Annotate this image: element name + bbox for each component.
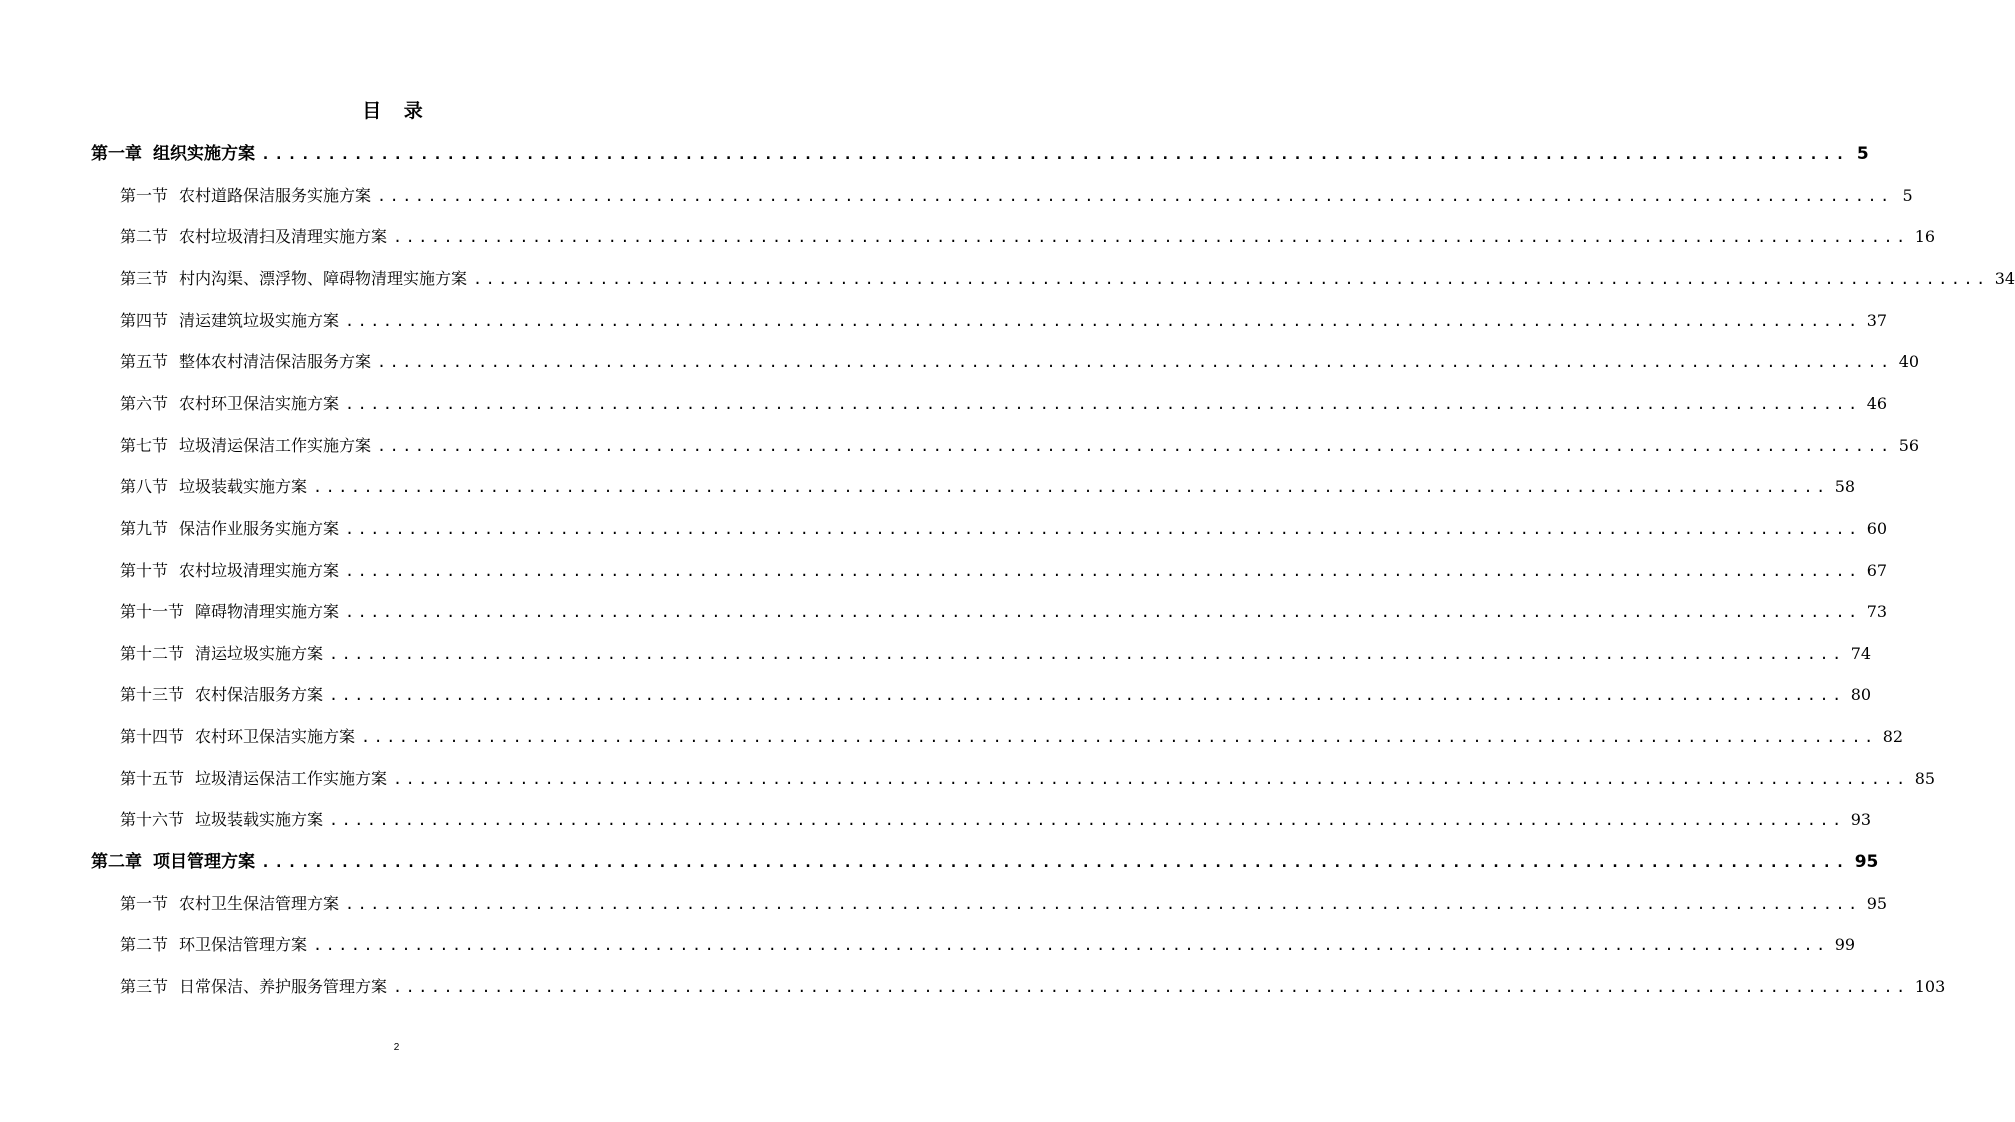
toc-entry-title: 垃圾装载实施方案 bbox=[179, 477, 308, 497]
toc-entry-label bbox=[120, 891, 339, 917]
toc-entry-title: 垃圾装载实施方案 bbox=[195, 810, 324, 830]
toc-section-entry[interactable] bbox=[120, 641, 1872, 667]
toc-entry-number: 第四节 bbox=[120, 310, 169, 330]
toc-entry-label bbox=[120, 766, 387, 792]
toc-entry-label bbox=[91, 141, 255, 167]
toc-entry-title: 障碍物清理实施方案 bbox=[195, 602, 340, 622]
toc-entry-title: 日常保洁、养护服务管理方案 bbox=[179, 977, 388, 996]
toc-entry-page: 80 bbox=[1850, 685, 1872, 705]
toc-entry-label bbox=[120, 974, 387, 1000]
toc-entry-number: 第十五节 bbox=[120, 768, 185, 788]
toc-entry-label bbox=[120, 474, 307, 500]
toc-dot-leader: ........................................................................................................................ bbox=[345, 311, 1861, 330]
toc-entry-title: 村内沟渠、漂浮物、障碍物清理实施方案 bbox=[179, 268, 468, 288]
toc-dot-leader: ........................................................................................................................ bbox=[329, 811, 1845, 830]
toc-entry-page: 73 bbox=[1866, 602, 1888, 622]
toc-dot-leader: ........................................................................................................................ bbox=[361, 728, 1877, 747]
toc-entry-title: 环卫保洁管理方案 bbox=[179, 935, 308, 955]
toc-section-entry[interactable] bbox=[120, 391, 1888, 417]
toc-chapter-entry[interactable] bbox=[91, 141, 1869, 167]
toc-entry-title: 农村垃圾清扫及清理实施方案 bbox=[179, 227, 388, 247]
toc-dot-leader: ........................................................................................................................ bbox=[377, 436, 1893, 455]
toc-entry-label bbox=[120, 932, 307, 958]
toc-entry-label bbox=[120, 724, 355, 750]
toc-entry-label bbox=[91, 849, 255, 875]
toc-entry-title: 组织实施方案 bbox=[153, 144, 255, 164]
toc-section-entry[interactable] bbox=[120, 433, 1920, 459]
toc-entry-number: 第十三节 bbox=[120, 685, 185, 705]
toc-dot-leader: ........................................................................................................................ bbox=[377, 186, 1893, 205]
toc-dot-leader: ........................................................................................................................ bbox=[393, 978, 1909, 996]
toc-entry-label bbox=[120, 516, 339, 542]
toc-section-entry[interactable] bbox=[120, 266, 2015, 292]
toc-section-entry[interactable] bbox=[120, 891, 1888, 917]
toc-entry-label bbox=[120, 682, 323, 708]
toc-entry-page: 60 bbox=[1866, 518, 1888, 538]
toc-entry-title: 垃圾清运保洁工作实施方案 bbox=[179, 435, 372, 455]
toc-entry-number: 第五节 bbox=[120, 352, 169, 372]
toc-dot-leader: ........................................................................................................................ bbox=[377, 353, 1893, 372]
toc-entry-number: 第十一节 bbox=[120, 602, 185, 622]
toc-entry-title: 农村道路保洁服务实施方案 bbox=[179, 185, 372, 205]
toc-entry-page: 67 bbox=[1866, 560, 1888, 580]
toc-section-entry[interactable] bbox=[120, 682, 1872, 708]
toc-entry-title: 农村保洁服务方案 bbox=[195, 685, 324, 705]
toc-dot-leader: ........................................................................................................................ bbox=[329, 644, 1845, 663]
toc-entry-page: 85 bbox=[1914, 768, 1936, 788]
toc-entry-page: 82 bbox=[1882, 727, 1904, 747]
toc-section-entry[interactable] bbox=[120, 807, 1872, 833]
toc-entry-page: 40 bbox=[1898, 352, 1920, 372]
toc-entry-title: 垃圾清运保洁工作实施方案 bbox=[195, 768, 388, 788]
toc-entry-title: 清运垃圾实施方案 bbox=[195, 643, 324, 663]
toc-entry-page: 34 bbox=[1994, 268, 2015, 288]
toc-entry-label bbox=[120, 641, 323, 667]
toc-entry-title: 农村环卫保洁实施方案 bbox=[179, 393, 340, 413]
toc-section-entry[interactable] bbox=[120, 516, 1888, 542]
toc-title: 目 录 bbox=[362, 100, 431, 122]
toc-entry-page: 5 bbox=[1902, 185, 1913, 205]
toc-dot-leader: ........................................................................................................................ bbox=[345, 561, 1861, 580]
toc-entry-title: 清运建筑垃圾实施方案 bbox=[179, 310, 340, 330]
toc-entry-label bbox=[120, 183, 371, 209]
toc-entry-page: 93 bbox=[1850, 810, 1872, 830]
toc-entry-page: 56 bbox=[1898, 435, 1920, 455]
toc-section-entry[interactable] bbox=[120, 766, 1936, 792]
toc-entry-label bbox=[120, 224, 387, 250]
toc-dot-leader: ........................................................................................................................ bbox=[393, 228, 1909, 247]
toc-dot-leader: ........................................................................................................................ bbox=[345, 519, 1861, 538]
toc-dot-leader: ........................................................................................................................ bbox=[313, 478, 1829, 497]
page-number: 2 bbox=[393, 1042, 400, 1053]
toc-section-entry[interactable] bbox=[120, 599, 1888, 625]
toc-dot-leader: ........................................................................................................................ bbox=[345, 394, 1861, 413]
toc-entry-number: 第一章 bbox=[91, 144, 142, 164]
toc-section-entry[interactable] bbox=[120, 558, 1888, 584]
toc-dot-leader: ........................................................................................................................ bbox=[261, 145, 1849, 163]
toc-entry-page: 46 bbox=[1866, 393, 1888, 413]
toc-section-entry[interactable] bbox=[120, 183, 1913, 209]
toc-entry-number: 第十二节 bbox=[120, 643, 185, 663]
toc-dot-leader: ........................................................................................................................ bbox=[473, 269, 1989, 288]
toc-entry-page: 103 bbox=[1914, 977, 1946, 996]
toc-section-entry[interactable] bbox=[120, 932, 1856, 958]
toc-entry-page: 74 bbox=[1850, 643, 1872, 663]
toc-entry-number: 第二章 bbox=[91, 852, 142, 873]
toc-entry-number: 第三节 bbox=[120, 977, 169, 996]
toc-entry-label bbox=[120, 391, 339, 417]
toc-entry-label bbox=[120, 266, 467, 292]
toc-entry-title: 农村卫生保洁管理方案 bbox=[179, 893, 340, 913]
toc-entry-label bbox=[120, 558, 339, 584]
toc-entry-label bbox=[120, 308, 339, 334]
toc-dot-leader: ........................................................................................................................ bbox=[345, 603, 1861, 622]
toc-entry-page: 16 bbox=[1914, 227, 1936, 247]
toc-entry-number: 第十六节 bbox=[120, 810, 185, 830]
toc-entry-title: 项目管理方案 bbox=[153, 852, 255, 873]
toc-entry-number: 第二节 bbox=[120, 935, 169, 955]
toc-entry-number: 第三节 bbox=[120, 268, 169, 288]
toc-section-entry[interactable] bbox=[120, 308, 1888, 334]
toc-entry-number: 第七节 bbox=[120, 435, 169, 455]
toc-entry-page: 95 bbox=[1854, 852, 1879, 873]
toc-entry-title: 保洁作业服务实施方案 bbox=[179, 518, 340, 538]
toc-entry-title: 农村垃圾清理实施方案 bbox=[179, 560, 340, 580]
toc-entry-number: 第二节 bbox=[120, 227, 169, 247]
toc-entry-number: 第六节 bbox=[120, 393, 169, 413]
toc-entry-label bbox=[120, 807, 323, 833]
toc-entry-page: 5 bbox=[1856, 144, 1869, 164]
toc-dot-leader: ........................................................................................................................ bbox=[329, 686, 1845, 705]
toc-entry-page: 37 bbox=[1866, 310, 1888, 330]
toc-section-entry[interactable] bbox=[120, 349, 1920, 375]
toc-dot-leader: ........................................................................................................................ bbox=[345, 894, 1861, 913]
toc-entry-page: 95 bbox=[1866, 893, 1888, 913]
toc-section-entry[interactable] bbox=[120, 474, 1856, 500]
toc-entry-label bbox=[120, 433, 371, 459]
toc-entry-title: 整体农村清洁保洁服务方案 bbox=[179, 352, 372, 372]
toc-entry-label bbox=[120, 599, 339, 625]
toc-dot-leader: ........................................................................................................................ bbox=[261, 853, 1849, 872]
toc-entry-page: 99 bbox=[1834, 935, 1856, 955]
toc-entry-number: 第一节 bbox=[120, 185, 169, 205]
toc-section-entry[interactable] bbox=[120, 724, 1904, 750]
toc-entry-title: 农村环卫保洁实施方案 bbox=[195, 727, 356, 747]
toc-chapter-entry[interactable] bbox=[91, 849, 1879, 875]
toc-entry-page: 58 bbox=[1834, 477, 1856, 497]
toc-section-entry[interactable] bbox=[120, 974, 1946, 1000]
toc-entry-number: 第一节 bbox=[120, 893, 169, 913]
toc-entry-number: 第十四节 bbox=[120, 727, 185, 747]
toc-dot-leader: ........................................................................................................................ bbox=[313, 936, 1829, 955]
toc-entry-number: 第九节 bbox=[120, 518, 169, 538]
toc-entry-number: 第十节 bbox=[120, 560, 169, 580]
toc-entry-label bbox=[120, 349, 371, 375]
toc-entry-number: 第八节 bbox=[120, 477, 169, 497]
toc-dot-leader: ........................................................................................................................ bbox=[393, 769, 1909, 788]
toc-section-entry[interactable] bbox=[120, 224, 1936, 250]
